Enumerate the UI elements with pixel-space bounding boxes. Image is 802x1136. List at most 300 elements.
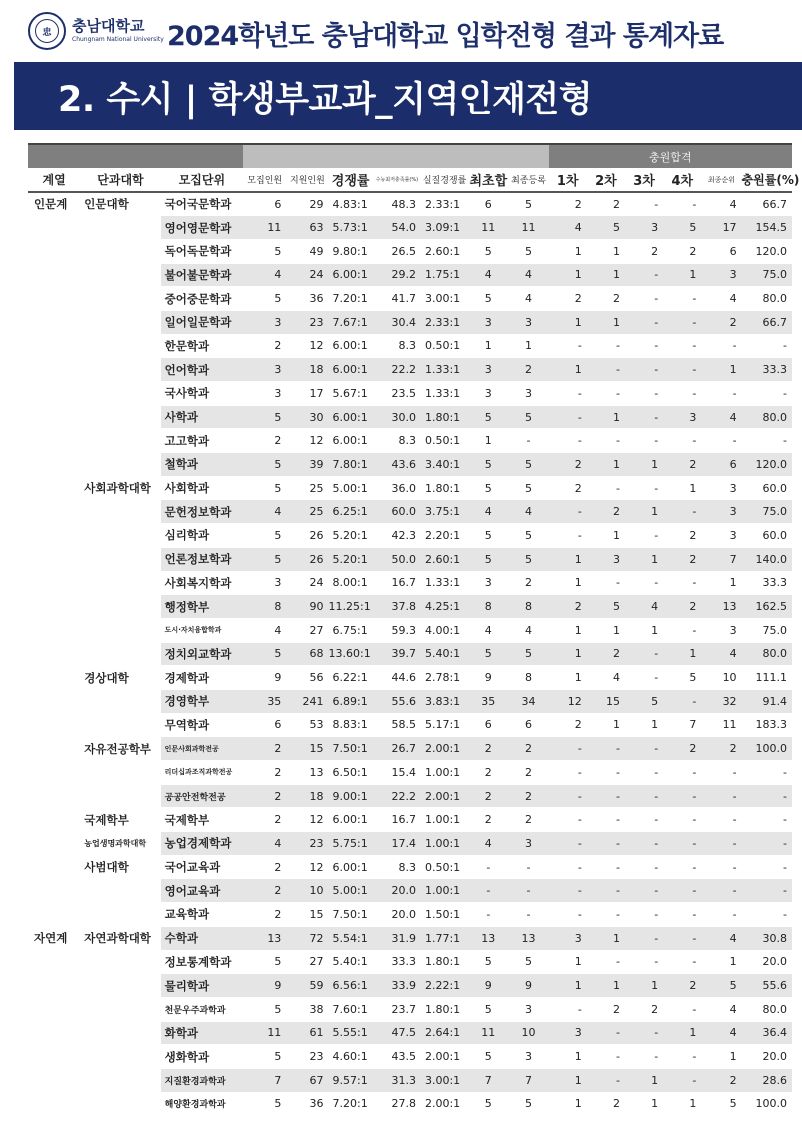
- table-cell: 수학과: [161, 926, 243, 950]
- table-cell: -: [742, 761, 792, 785]
- table-cell: 자유전공학부: [80, 737, 160, 761]
- table-cell: 2: [508, 784, 548, 808]
- table-cell: [28, 761, 80, 785]
- table-cell: 55.6: [373, 689, 421, 713]
- table-cell: -: [625, 382, 663, 406]
- table-cell: 12: [286, 429, 328, 453]
- table-cell: [28, 216, 80, 240]
- table-cell: 5: [508, 1092, 548, 1116]
- table-cell: -: [742, 879, 792, 903]
- table-cell: 2: [549, 713, 587, 737]
- table-cell: 5.17:1: [421, 713, 468, 737]
- table-cell: 23.7: [373, 997, 421, 1021]
- table-cell: 1: [549, 1045, 587, 1069]
- table-cell: 1: [549, 1092, 587, 1116]
- table-cell: 영어영문학과: [161, 216, 243, 240]
- table-cell: 72: [286, 926, 328, 950]
- table-cell: 1.33:1: [421, 382, 468, 406]
- table-cell: 2: [549, 192, 587, 216]
- table-cell: 3.83:1: [421, 689, 468, 713]
- table-row: [28, 642, 792, 666]
- table-cell: 중어중문학과: [161, 287, 243, 311]
- table-cell: 3: [243, 382, 286, 406]
- table-cell: 4.25:1: [421, 595, 468, 619]
- table-cell: 4: [508, 287, 548, 311]
- table-cell: 25: [286, 500, 328, 524]
- table-cell: 무역학과: [161, 713, 243, 737]
- table-cell: 16.7: [373, 808, 421, 832]
- table-cell: 6: [701, 239, 741, 263]
- table-cell: 6.00:1: [329, 358, 373, 382]
- table-cell: 3: [508, 997, 548, 1021]
- table-cell: 5: [243, 287, 286, 311]
- table-cell: 11.25:1: [329, 595, 373, 619]
- table-cell: -: [663, 761, 701, 785]
- table-cell: 5.73:1: [329, 216, 373, 240]
- table-cell: -: [625, 310, 663, 334]
- table-cell: 5.00:1: [329, 476, 373, 500]
- table-cell: 인문사회과학전공: [161, 737, 243, 761]
- table-cell: 국어교육과: [161, 855, 243, 879]
- table-cell: 6.00:1: [329, 855, 373, 879]
- table-cell: -: [663, 310, 701, 334]
- table-cell: -: [742, 832, 792, 856]
- table-cell: 정치외교학과: [161, 642, 243, 666]
- table-cell: -: [587, 903, 625, 927]
- table-cell: 5: [468, 524, 508, 548]
- table-cell: -: [663, 832, 701, 856]
- table-cell: 2.64:1: [421, 1021, 468, 1045]
- table-cell: 38: [286, 997, 328, 1021]
- table-cell: [28, 997, 80, 1021]
- table-cell: 60.0: [742, 476, 792, 500]
- table-row: [28, 287, 792, 311]
- table-cell: 5: [587, 595, 625, 619]
- table-cell: 4.83:1: [329, 192, 373, 216]
- table-cell: [28, 1045, 80, 1069]
- table-cell: 24: [286, 571, 328, 595]
- table-cell: 53: [286, 713, 328, 737]
- table-cell: 2: [468, 784, 508, 808]
- column-header: 모집단위: [161, 168, 243, 192]
- table-cell: 1: [549, 666, 587, 690]
- table-cell: -: [663, 358, 701, 382]
- table-cell: 4: [508, 263, 548, 287]
- table-cell: 1.00:1: [421, 761, 468, 785]
- table-cell: 천문우주과학과: [161, 997, 243, 1021]
- table-cell: 1: [587, 618, 625, 642]
- table-cell: 9: [243, 974, 286, 998]
- table-cell: 1: [587, 310, 625, 334]
- table-cell: 고고학과: [161, 429, 243, 453]
- table-cell: 15: [286, 737, 328, 761]
- table-cell: -: [701, 808, 741, 832]
- table-cell: -: [549, 997, 587, 1021]
- table-cell: 4: [701, 642, 741, 666]
- table-row: [28, 358, 792, 382]
- table-cell: 10: [286, 879, 328, 903]
- table-cell: 11: [243, 216, 286, 240]
- table-cell: -: [701, 784, 741, 808]
- table-cell: [28, 263, 80, 287]
- table-cell: 5: [508, 547, 548, 571]
- table-cell: 3.00:1: [421, 1068, 468, 1092]
- table-cell: 90: [286, 595, 328, 619]
- table-cell: -: [663, 429, 701, 453]
- table-cell: 20.0: [373, 903, 421, 927]
- table-cell: 2: [549, 595, 587, 619]
- table-cell: 59: [286, 974, 328, 998]
- table-cell: 1: [625, 618, 663, 642]
- table-cell: [80, 1045, 160, 1069]
- university-name-en: Chungnam National University: [72, 36, 164, 43]
- table-cell: -: [625, 405, 663, 429]
- table-cell: 사학과: [161, 405, 243, 429]
- table-cell: -: [549, 808, 587, 832]
- table-cell: 9.57:1: [329, 1068, 373, 1092]
- table-cell: 1.80:1: [421, 476, 468, 500]
- table-cell: 사회학과: [161, 476, 243, 500]
- column-header: 4차: [663, 168, 701, 192]
- table-cell: -: [663, 997, 701, 1021]
- table-cell: 5.75:1: [329, 832, 373, 856]
- table-cell: 2: [587, 500, 625, 524]
- table-cell: [28, 382, 80, 406]
- table-row: [28, 1021, 792, 1045]
- table-cell: 1: [549, 950, 587, 974]
- table-cell: -: [625, 1021, 663, 1045]
- table-cell: 5: [468, 1045, 508, 1069]
- table-cell: 1: [587, 926, 625, 950]
- table-cell: 1: [701, 571, 741, 595]
- table-cell: [80, 216, 160, 240]
- table-cell: 66.7: [742, 192, 792, 216]
- column-header: 모집인원: [243, 168, 286, 192]
- table-cell: 48.3: [373, 192, 421, 216]
- table-cell: 6.22:1: [329, 666, 373, 690]
- table-cell: 5: [663, 216, 701, 240]
- table-cell: [80, 1021, 160, 1045]
- table-cell: 67: [286, 1068, 328, 1092]
- table-cell: [80, 239, 160, 263]
- table-cell: 2: [663, 974, 701, 998]
- table-cell: 6.25:1: [329, 500, 373, 524]
- table-cell: 사범대학: [80, 855, 160, 879]
- table-cell: 80.0: [742, 642, 792, 666]
- table-cell: -: [701, 429, 741, 453]
- table-cell: 9: [243, 666, 286, 690]
- table-cell: 25: [286, 476, 328, 500]
- table-cell: 1: [549, 239, 587, 263]
- table-cell: 2: [243, 855, 286, 879]
- table-row: [28, 192, 792, 216]
- table-cell: 5: [468, 1092, 508, 1116]
- table-cell: 2: [625, 997, 663, 1021]
- table-cell: 1: [625, 1068, 663, 1092]
- table-cell: 36: [286, 287, 328, 311]
- table-cell: 1: [625, 453, 663, 477]
- university-seal-icon: 忠: [28, 12, 66, 50]
- table-cell: 120.0: [742, 453, 792, 477]
- table-cell: 2: [587, 997, 625, 1021]
- table-cell: -: [701, 382, 741, 406]
- table-cell: [28, 666, 80, 690]
- table-cell: 50.0: [373, 547, 421, 571]
- table-cell: 5: [468, 997, 508, 1021]
- table-cell: 2.00:1: [421, 1092, 468, 1116]
- table-cell: 4: [243, 618, 286, 642]
- table-cell: 자연계: [28, 926, 80, 950]
- table-cell: [80, 310, 160, 334]
- table-row: [28, 855, 792, 879]
- table-cell: 23: [286, 310, 328, 334]
- table-cell: 1: [549, 310, 587, 334]
- table-cell: -: [587, 1021, 625, 1045]
- table-cell: [28, 287, 80, 311]
- table-cell: 1: [625, 974, 663, 998]
- table-cell: 2: [587, 1092, 625, 1116]
- table-cell: [80, 1092, 160, 1116]
- table-cell: 4: [508, 618, 548, 642]
- table-cell: 9.00:1: [329, 784, 373, 808]
- table-cell: 2: [508, 808, 548, 832]
- table-cell: -: [701, 855, 741, 879]
- table-cell: 12: [286, 334, 328, 358]
- table-cell: 26: [286, 547, 328, 571]
- table-cell: 3: [243, 310, 286, 334]
- table-cell: 9: [468, 974, 508, 998]
- table-cell: 2: [587, 287, 625, 311]
- table-cell: 2: [243, 784, 286, 808]
- table-cell: 37.8: [373, 595, 421, 619]
- table-cell: 183.3: [742, 713, 792, 737]
- table-cell: -: [508, 879, 548, 903]
- table-cell: 2: [701, 310, 741, 334]
- table-cell: 2: [243, 334, 286, 358]
- table-row: [28, 476, 792, 500]
- table-cell: 1.80:1: [421, 950, 468, 974]
- table-cell: [28, 358, 80, 382]
- table-cell: [80, 405, 160, 429]
- table-cell: 4: [701, 192, 741, 216]
- table-cell: 2: [243, 429, 286, 453]
- table-cell: -: [663, 784, 701, 808]
- table-cell: [28, 571, 80, 595]
- table-cell: -: [587, 476, 625, 500]
- table-cell: 26.5: [373, 239, 421, 263]
- table-cell: 2.78:1: [421, 666, 468, 690]
- table-cell: 6.89:1: [329, 689, 373, 713]
- section-banner: [14, 62, 802, 130]
- table-cell: [28, 832, 80, 856]
- table-cell: -: [625, 903, 663, 927]
- table-cell: 일어일문학과: [161, 310, 243, 334]
- table-cell: [80, 571, 160, 595]
- table-cell: 49: [286, 239, 328, 263]
- table-row: [28, 666, 792, 690]
- table-cell: 5: [243, 950, 286, 974]
- table-cell: 26: [286, 524, 328, 548]
- table-cell: 4: [701, 997, 741, 1021]
- table-cell: 2: [549, 453, 587, 477]
- table-cell: 154.5: [742, 216, 792, 240]
- table-cell: 7: [468, 1068, 508, 1092]
- table-cell: 자연과학대학: [80, 926, 160, 950]
- table-cell: 10: [508, 1021, 548, 1045]
- table-cell: 6.75:1: [329, 618, 373, 642]
- table-cell: 교육학과: [161, 903, 243, 927]
- table-cell: [28, 453, 80, 477]
- table-cell: 61: [286, 1021, 328, 1045]
- table-cell: 5: [243, 239, 286, 263]
- table-cell: 59.3: [373, 618, 421, 642]
- table-cell: 0.50:1: [421, 855, 468, 879]
- table-cell: 4: [243, 500, 286, 524]
- table-cell: 언론정보학과: [161, 547, 243, 571]
- table-cell: -: [468, 903, 508, 927]
- table-cell: -: [663, 855, 701, 879]
- table-cell: 3: [701, 476, 741, 500]
- table-cell: 6.56:1: [329, 974, 373, 998]
- table-cell: [80, 879, 160, 903]
- table-cell: 2: [625, 239, 663, 263]
- table-cell: [80, 784, 160, 808]
- table-cell: [28, 950, 80, 974]
- table-cell: [80, 524, 160, 548]
- table-cell: [28, 239, 80, 263]
- table-row: [28, 926, 792, 950]
- table-cell: 34: [508, 689, 548, 713]
- table-cell: [28, 334, 80, 358]
- table-cell: 5.55:1: [329, 1021, 373, 1045]
- table-cell: -: [663, 950, 701, 974]
- table-cell: 2: [587, 642, 625, 666]
- table-cell: [28, 310, 80, 334]
- table-row: [28, 784, 792, 808]
- table-cell: 4.60:1: [329, 1045, 373, 1069]
- table-cell: 1: [663, 642, 701, 666]
- table-cell: 불어불문학과: [161, 263, 243, 287]
- table-cell: -: [701, 832, 741, 856]
- table-row: [28, 382, 792, 406]
- table-cell: 23.5: [373, 382, 421, 406]
- page-header: [0, 0, 802, 62]
- table-cell: 75.0: [742, 618, 792, 642]
- table-cell: [28, 903, 80, 927]
- table-cell: 15: [286, 903, 328, 927]
- table-cell: 11: [508, 216, 548, 240]
- table-row: [28, 689, 792, 713]
- table-cell: [80, 903, 160, 927]
- table-cell: 1: [701, 358, 741, 382]
- table-cell: -: [508, 855, 548, 879]
- table-cell: 1.33:1: [421, 571, 468, 595]
- table-cell: 7.20:1: [329, 1092, 373, 1116]
- supplementary-admission-header: 충원합격: [549, 144, 792, 168]
- table-cell: 3.00:1: [421, 287, 468, 311]
- table-cell: 4: [468, 618, 508, 642]
- table-cell: 1: [625, 547, 663, 571]
- table-cell: -: [549, 879, 587, 903]
- table-cell: 5: [625, 689, 663, 713]
- table-cell: 13: [701, 595, 741, 619]
- table-cell: 30: [286, 405, 328, 429]
- table-cell: -: [587, 808, 625, 832]
- table-cell: -: [625, 784, 663, 808]
- table-cell: 31.3: [373, 1068, 421, 1092]
- column-header: 최종등록: [508, 168, 548, 192]
- table-cell: 1: [508, 334, 548, 358]
- table-cell: 4: [243, 263, 286, 287]
- table-cell: -: [587, 571, 625, 595]
- table-cell: [80, 547, 160, 571]
- table-cell: -: [587, 737, 625, 761]
- table-cell: -: [625, 855, 663, 879]
- table-cell: 6.00:1: [329, 429, 373, 453]
- table-cell: 29: [286, 192, 328, 216]
- table-cell: 3.09:1: [421, 216, 468, 240]
- table-cell: 44.6: [373, 666, 421, 690]
- university-name: 충남대학교: [72, 17, 145, 35]
- table-cell: -: [625, 358, 663, 382]
- table-cell: 심리학과: [161, 524, 243, 548]
- table-cell: 75.0: [742, 263, 792, 287]
- table-cell: [80, 997, 160, 1021]
- table-cell: 15: [587, 689, 625, 713]
- table-cell: -: [587, 429, 625, 453]
- table-cell: [80, 263, 160, 287]
- table-cell: [28, 595, 80, 619]
- table-cell: 2: [663, 453, 701, 477]
- table-cell: 17: [701, 216, 741, 240]
- table-cell: -: [701, 761, 741, 785]
- column-header: 실질경쟁률: [421, 168, 468, 192]
- table-cell: -: [625, 524, 663, 548]
- table-cell: 0.50:1: [421, 429, 468, 453]
- table-cell: 60.0: [742, 524, 792, 548]
- table-cell: -: [468, 879, 508, 903]
- table-cell: [80, 761, 160, 785]
- table-cell: 1: [625, 1092, 663, 1116]
- table-cell: [80, 713, 160, 737]
- table-row: [28, 761, 792, 785]
- table-cell: 17: [286, 382, 328, 406]
- table-cell: 5.20:1: [329, 547, 373, 571]
- table-row: [28, 524, 792, 548]
- table-cell: -: [468, 855, 508, 879]
- table-cell: [80, 382, 160, 406]
- table-cell: 국사학과: [161, 382, 243, 406]
- table-cell: 1: [587, 713, 625, 737]
- table-cell: 13: [286, 761, 328, 785]
- table-cell: 12: [286, 808, 328, 832]
- table-cell: 24: [286, 263, 328, 287]
- table-cell: -: [663, 903, 701, 927]
- table-cell: 언어학과: [161, 358, 243, 382]
- table-cell: -: [549, 832, 587, 856]
- table-cell: 1: [549, 358, 587, 382]
- table-cell: 1: [587, 453, 625, 477]
- table-cell: -: [663, 808, 701, 832]
- table-cell: 2: [663, 737, 701, 761]
- column-header: 충원률(%): [742, 168, 792, 192]
- table-cell: 22.2: [373, 358, 421, 382]
- table-cell: 2: [243, 903, 286, 927]
- table-cell: 0.50:1: [421, 334, 468, 358]
- table-cell: -: [549, 903, 587, 927]
- table-cell: 12: [549, 689, 587, 713]
- table-cell: [28, 405, 80, 429]
